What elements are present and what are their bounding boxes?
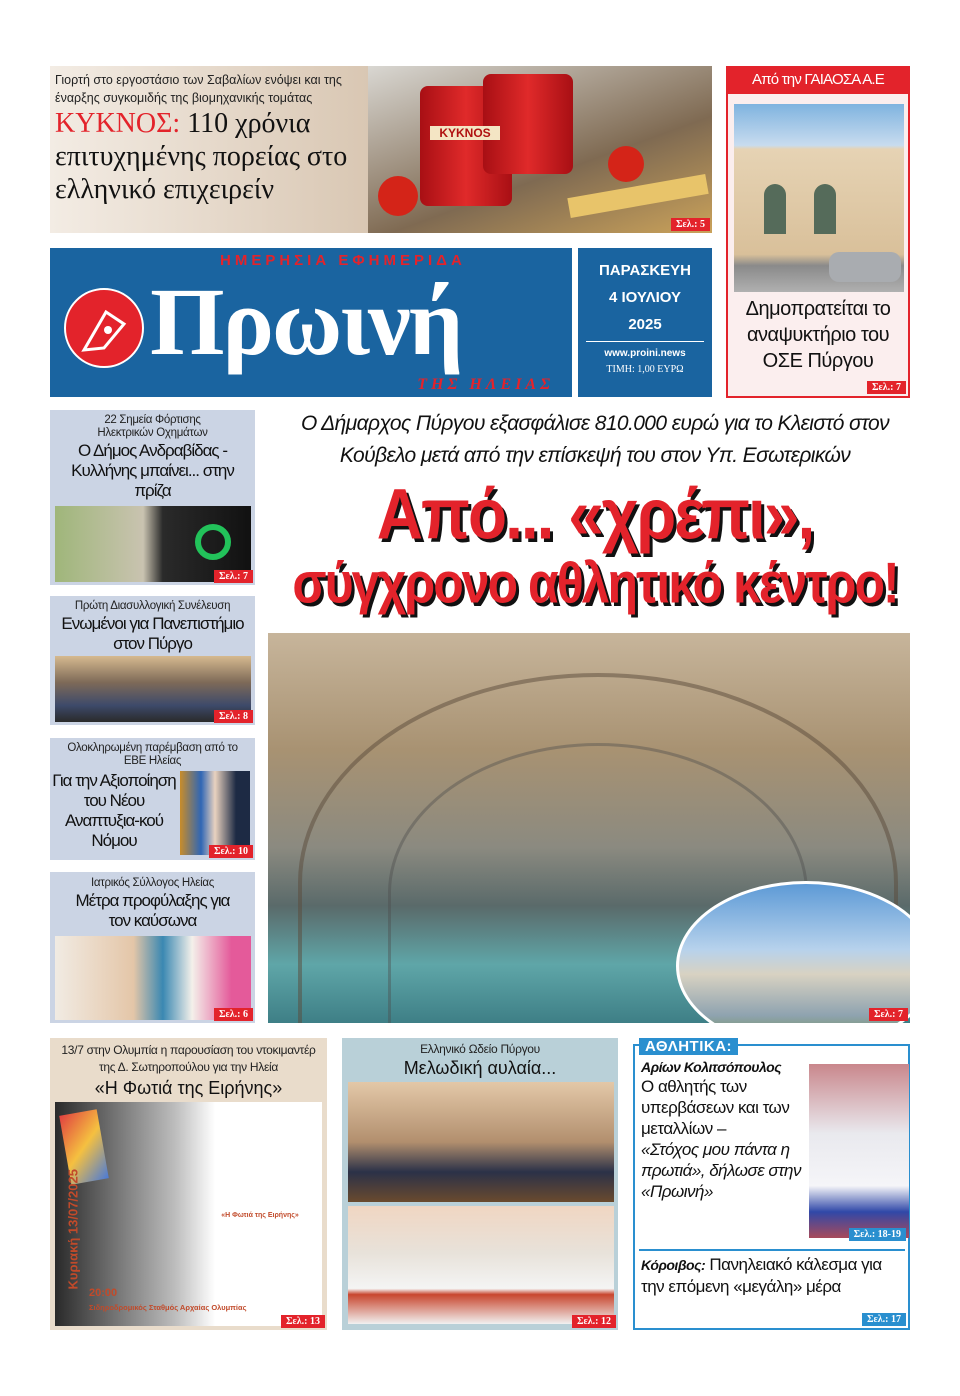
masthead[interactable] xyxy=(50,248,572,397)
ad-headline xyxy=(55,107,373,206)
page-badge: Σελ.: 6 xyxy=(214,1008,253,1021)
story-headline: Μελωδική αυλαία... xyxy=(403,1058,557,1078)
ad-headline-text: 110 χρόνια επιτυχημένης πορείας στο ελληνικό επιχειρείν xyxy=(55,108,348,205)
page-badge: Σελ.: 13 xyxy=(281,1315,325,1328)
story-headline: «Η Φωτιά της Ειρήνης» xyxy=(94,1078,283,1098)
weekday: ΠΑΡΑΣΚΕΥΗ xyxy=(598,262,692,279)
portrait-photo xyxy=(180,771,250,855)
story-kicker: Πρώτη Διασυλλογική Συνέλευση xyxy=(74,600,231,612)
poster-venue: Σιδηροδρομικός Σταθμός Αρχαίας Ολυμπίας xyxy=(89,1303,247,1312)
conservatory-story[interactable] xyxy=(342,1038,618,1330)
page-badge: Σελ.: 7 xyxy=(869,1008,908,1021)
pen-nib-logo-icon xyxy=(64,288,144,368)
price: ΤΙΜΗ: 1,00 ΕΥΡΩ xyxy=(606,364,684,375)
page-badge: Σελ.: 8 xyxy=(214,710,253,723)
sports-hall-photo[interactable] xyxy=(268,633,910,1023)
story-kicker: Ελληνικό Ωδείο Πύργου xyxy=(420,1042,540,1056)
main-headline[interactable] xyxy=(270,473,920,616)
website-link[interactable]: www.proini.news xyxy=(604,348,686,359)
story2-headline: Πανηλειακό κάλεσμα για την επόμενη «μεγάλη» μέρα xyxy=(641,1255,882,1296)
main-headline-line2: σύγχρονο αθλητικό κέντρο! xyxy=(292,550,898,616)
left-story-4[interactable] xyxy=(50,872,255,1023)
poster-date: Κυριακή 13/07/2025 xyxy=(65,1169,81,1290)
story2-lead: Κόροιβος: xyxy=(641,1257,706,1273)
page-badge: Σελ.: 12 xyxy=(572,1315,616,1328)
documentary-poster xyxy=(55,1102,322,1326)
page-badge: Σελ.: 7 xyxy=(867,381,906,394)
train-station-photo xyxy=(734,104,904,292)
poster-time: 20:00 xyxy=(89,1287,118,1299)
masthead-bottom-line: ΤΗΣ ΗΛΕΙΑΣ xyxy=(417,376,554,393)
ad-kicker: Γιορτή στο εργοστάσιο των Σαβαλίων ενόψει και της έναρξης συγκομιδής της βιομηχανικής τομάτας xyxy=(55,73,342,105)
story-headline: Για την Αξιοποίηση του Νέου Αναπτυξια-κού Νόμου xyxy=(52,771,176,850)
sports-lead-text xyxy=(641,1058,807,1202)
sports-label: ΑΘΛΗΤΙΚΑ: xyxy=(639,1038,738,1055)
page-badge: Σελ.: 5 xyxy=(671,218,710,231)
story-kicker: Ιατρικός Σύλλογος Ηλείας xyxy=(91,877,214,889)
masthead-top-line: ΗΜΕΡΗΣΙΑ ΕΦΗΜΕΡΙΔΑ xyxy=(220,252,466,269)
ad-brand: ΚΥΚΝΟΣ: xyxy=(55,108,181,139)
year: 2025 xyxy=(628,316,662,333)
story-headline: Ενωμένοι για Πανεπιστήμιο στον Πύργο xyxy=(61,614,244,653)
story-headline: Μέτρα προφύλαξης για τον καύσωνα xyxy=(75,891,230,930)
documentary-story[interactable] xyxy=(50,1038,327,1330)
left-story-2[interactable] xyxy=(50,596,255,725)
right-story-header: Από την ΓΑΙΑΟΣΑ Α.Ε xyxy=(728,68,908,94)
page-badge: Σελ.: 10 xyxy=(209,845,253,858)
page-badge: Σελ.: 7 xyxy=(214,570,253,583)
story-kicker: 22 Σημεία Φόρτισης Ηλεκτρικών Οχημάτων xyxy=(97,414,208,439)
musicians-photo xyxy=(348,1082,614,1202)
right-story-headline: Δημοπρατείται το αναψυκτήριο του ΟΣΕ Πύργου xyxy=(745,298,891,372)
sports-quote: «Στόχος μου πάντα η πρωτιά», δήλωσε στην «Πρωινή» xyxy=(641,1140,801,1201)
main-headline-line1: Από... «χρέπι», xyxy=(376,473,814,555)
left-story-1[interactable] xyxy=(50,410,255,585)
page-badge: Σελ.: 18-19 xyxy=(849,1228,906,1241)
sports-section[interactable] xyxy=(633,1038,910,1330)
poster-title: «Η Φωτιά της Ειρήνης» xyxy=(221,1212,299,1219)
main-subhead: Ο Δήμαρχος Πύργου εξασφάλισε 810.000 ευρώ για το Κλειστό στον Κούβελο μετά από την επίσκεψή του στον Υπ. Εσωτερικών xyxy=(300,412,890,467)
athlete-photo xyxy=(809,1064,909,1238)
story-kicker: 13/7 στην Ολυμπία η παρουσίαση του ντοκιμαντέρ της Δ. Σωτηροπούλου για την Ηλεία xyxy=(61,1043,316,1074)
choir-photo xyxy=(348,1206,614,1324)
can-label: KYKNOS xyxy=(430,126,500,140)
left-story-3[interactable] xyxy=(50,738,255,860)
masthead-title: Πρωινή xyxy=(150,268,462,375)
story-kicker: Ολοκληρωμένη παρέμβαση από το ΕΒΕ Ηλείας xyxy=(67,742,238,767)
second-sports-story[interactable] xyxy=(641,1254,901,1298)
page-badge: Σελ.: 17 xyxy=(862,1313,906,1326)
sports-headline: Ο αθλητής των υπερβάσεων και των μεταλλίων – xyxy=(641,1077,790,1138)
tomato-cans-photo xyxy=(368,66,712,233)
main-story-text xyxy=(270,408,920,614)
date-box xyxy=(578,248,712,397)
athlete-name: Αρίων Κολιτσόπουλος xyxy=(641,1059,782,1075)
story-headline: Ο Δήμος Ανδραβίδας - Κυλλήνης μπαίνει... στην πρίζα xyxy=(71,441,234,500)
right-story[interactable] xyxy=(726,66,910,398)
date: 4 ΙΟΥΛΙΟΥ xyxy=(609,289,681,306)
top-ad[interactable] xyxy=(50,66,712,233)
